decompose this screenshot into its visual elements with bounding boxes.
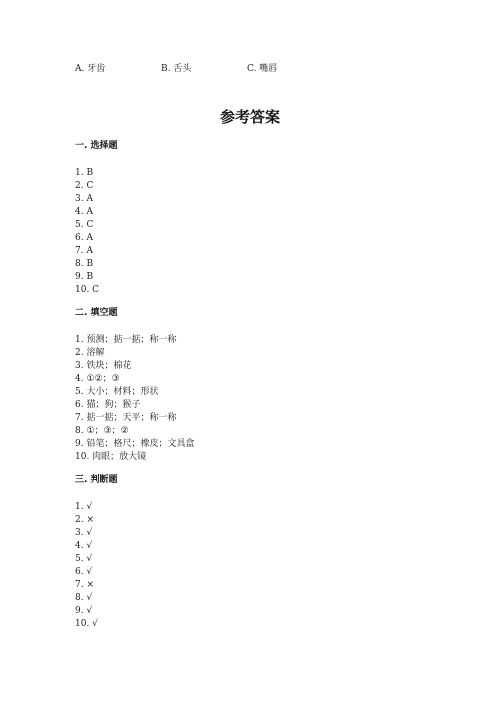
section-judge: [75, 473, 435, 631]
list-item: 2. C: [75, 181, 94, 191]
option-b: B. 舌头: [161, 64, 192, 74]
list-item: 1. 预测；掂一掂；称一称: [75, 335, 177, 345]
option-a: A. 牙齿: [75, 64, 106, 74]
answer-list: [75, 501, 435, 631]
section-heading: 三. 判断题: [75, 475, 118, 485]
list-item: 8. ①；③；②: [75, 426, 129, 436]
list-item: 2. 溶解: [75, 348, 105, 358]
list-item: 9. B: [75, 272, 94, 282]
list-item: 5. √: [75, 554, 93, 564]
list-item: 1. √: [75, 502, 93, 512]
answer-list: [75, 167, 435, 297]
list-item: 1. B: [75, 168, 94, 178]
list-item: 3. A: [75, 194, 93, 204]
list-item: 9. 铅笔；格尺；橡皮；文具盒: [75, 439, 195, 449]
option-c: C. 嘴唇: [247, 64, 278, 74]
list-item: 6. 猫；狗；猴子: [75, 400, 141, 410]
section-fill: [75, 306, 435, 464]
list-item: 3. √: [75, 528, 93, 538]
list-item: 7. ×: [75, 580, 94, 590]
list-item: 8. B: [75, 259, 94, 269]
list-item: 6. A: [75, 233, 93, 243]
list-item: 10. √: [75, 619, 98, 629]
question-options: [75, 61, 435, 75]
list-item: 8. √: [75, 593, 93, 603]
list-item: 7. A: [75, 246, 93, 256]
list-item: 4. ①②；③: [75, 374, 120, 384]
list-item: 9. √: [75, 606, 93, 616]
list-item: 4. A: [75, 207, 93, 217]
list-item: 2. ×: [75, 515, 94, 525]
list-item: 6. √: [75, 567, 93, 577]
list-item: 10. C: [75, 285, 100, 295]
section-choice: [75, 139, 435, 297]
list-item: 4. √: [75, 541, 93, 551]
answer-title: 参考答案: [219, 108, 280, 126]
list-item: 3. 铁块；棉花: [75, 361, 132, 371]
list-item: 5. 大小；材料；形状: [75, 387, 159, 397]
list-item: 7. 掂一掂；天平；称一称: [75, 413, 177, 423]
section-heading: 二. 填空题: [75, 308, 118, 318]
answer-list: [75, 334, 435, 464]
list-item: 10. 肉眼；放大镜: [75, 452, 147, 462]
list-item: 5. C: [75, 220, 94, 230]
section-heading: 一. 选择题: [75, 141, 118, 151]
